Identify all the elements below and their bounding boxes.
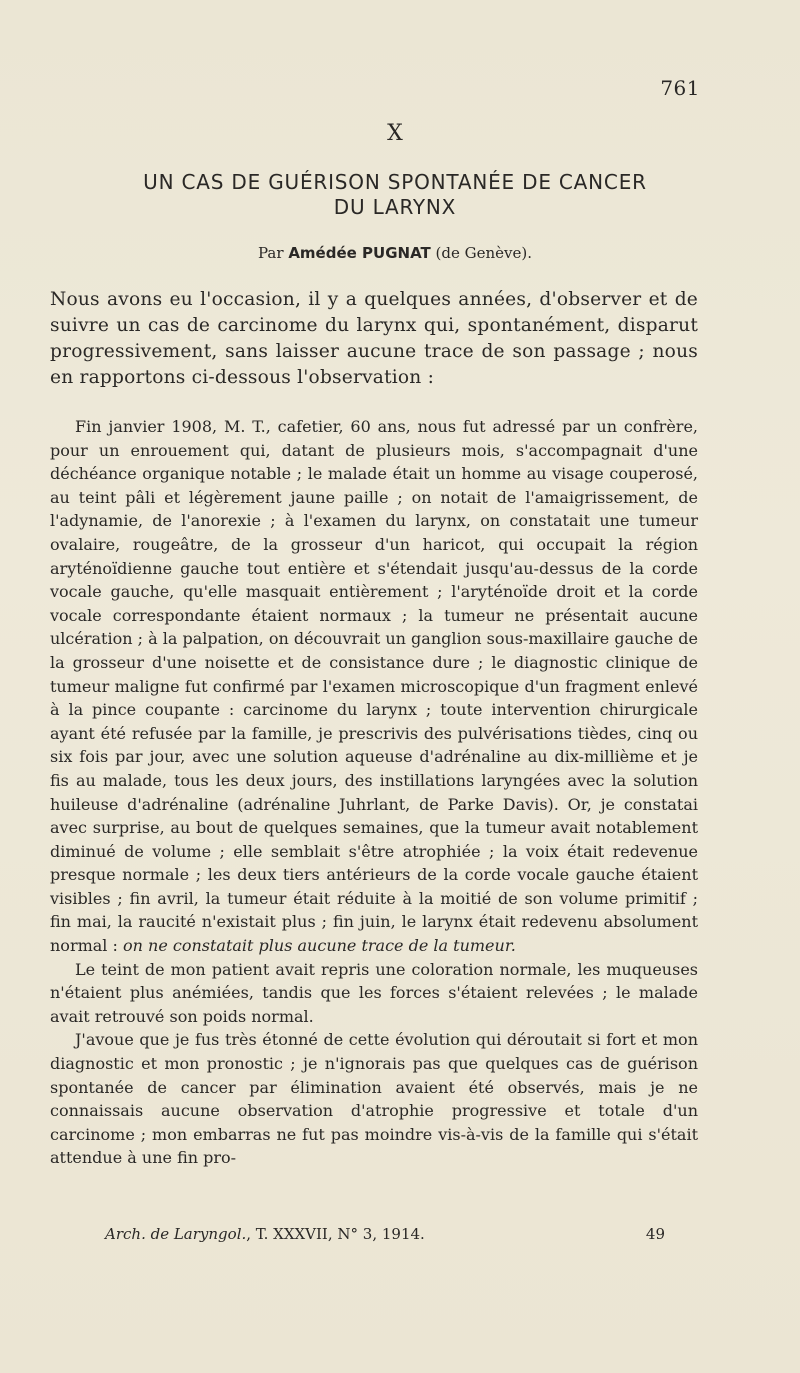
author-name: Amédée PUGNAT (288, 244, 431, 262)
discussion-paragraph: J'avoue que je fus très étonné de cette évolution qui déroutait si fort et mon diagnostic et mon pronostic ; je n'ignorais pas que quelques cas de guérison spontanée de cancer par élimination avaient été observés, mais je ne connaissais aucune observation d'atrophie progressive et totale d'un carcinome ; mon embarras ne fut pas moindre vis-à-vis de la famille qui s'était attendue à une fin pro- (50, 1030, 698, 1168)
article-title-line-1: UN CAS DE GUÉRISON SPONTANÉE DE CANCER (143, 170, 647, 194)
byline (80, 244, 710, 262)
journal-citation (105, 1225, 425, 1243)
observation-conclusion: on ne constatait plus aucune trace de la tumeur. (122, 936, 516, 956)
author-affiliation: (de Genève). (435, 244, 532, 262)
observation-paragraph (50, 415, 698, 958)
section-numeral: X (387, 121, 403, 146)
observation-text (50, 415, 698, 1170)
article-title (80, 170, 710, 220)
recovery-paragraph: Le teint de mon patient avait repris une coloration normale, les muqueuses n'étaient plus anémiées, tandis que les forces s'étaient relevées ; le malade avait retrouvé son poids normal. (50, 959, 698, 1026)
signature-mark: 49 (645, 1225, 665, 1243)
page-footer (105, 1225, 665, 1243)
journal-issue: , T. XXXVII, N° 3, 1914. (246, 1225, 425, 1243)
intro-paragraph: Nous avons eu l'occasion, il y a quelques années, d'observer et de suivre un cas de carcinome du larynx qui, spontanément, disparut progressivement, sans laisser aucune trace de son passage ; nous en rapportons ci-dessous l'observation : (50, 289, 698, 388)
observation-text-main: Fin janvier 1908, M. T., cafetier, 60 ans, nous fut adressé par un confrère, pour un enrouement qui, datant de plusieurs mois, s'accompagnait d'une déchéance organique notable ; le malade était un homme au visage couperosé, au teint pâli et légèrement jaune paille ; on notait de l'amaigrissement, de l'adynamie, de l'anorexie ; à l'examen du larynx, on constatait une tumeur ovalaire, rougeâtre, de la grosseur d'un haricot, qui occupait la région aryténoïdienne gauche tout entière et s'étendait jusqu'au-dessus de la corde vocale gauche, qu'elle masquait entièrement ; l'aryténoïde droit et la corde vocale correspondante étaient normaux ; la tumeur ne présentait aucune ulcération ; à la palpation, on découvrait un ganglion sous-maxillaire gauche de la grosseur d'une noisette et de consistance dure ; le diagnostic clinique de tumeur maligne fut confirmé par l'examen microscopique d'un fragment enlevé à la pince coupante : carcinome du larynx ; toute intervention chirurgicale ayant été refusée par la famille, je prescrivis des pulvérisations tièdes, cinq ou six fois par jour, avec une solution aqueuse d'adrénaline au dix-millième et je fis au malade, tous les deux jours, des instillations laryngées avec la solution huileuse d'adrénaline (adrénaline Juhrlant, de Parke Davis). Or, je constatai avec surprise, au bout de quelques semaines, que la tumeur avait notablement diminué de volume ; elle semblait s'être atrophiée ; la voix était redevenue presque normale ; les deux tiers antérieurs de la corde vocale gauche étaient visibles ; fin avril, la tumeur était réduite à la moitié de son volume primitif ; fin mai, la raucité n'existait plus ; fin juin, le larynx était redevenu absolument normal : (50, 417, 698, 956)
journal-name: Arch. de Laryngol. (105, 1225, 247, 1243)
page-number: 761 (660, 76, 700, 100)
byline-prefix: Par (257, 244, 284, 262)
article-title-line-2: DU LARYNX (333, 195, 457, 219)
